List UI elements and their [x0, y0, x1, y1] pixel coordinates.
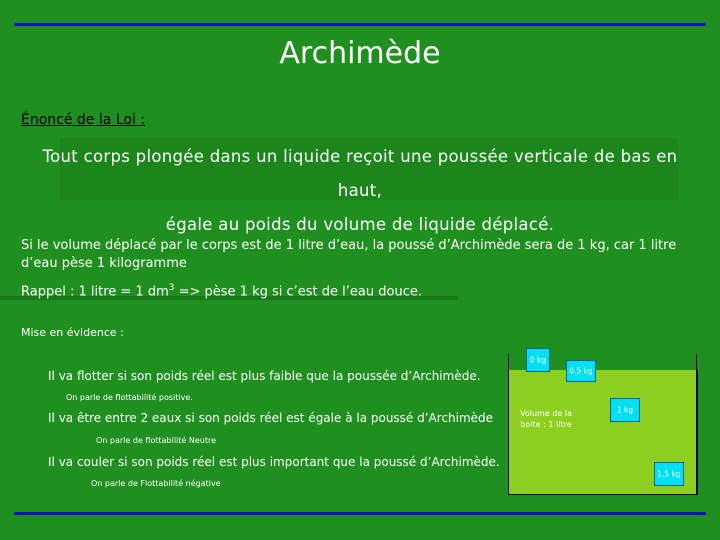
law-statement: [20, 140, 700, 242]
bottom-rule: [14, 512, 706, 515]
box-1-5kg: [654, 462, 684, 486]
case-float-note: On parle de flottabilité positive.: [66, 393, 193, 402]
case-sink-text: Il va couler si son poids réel est plus important que la poussé d’Archimède.: [48, 455, 500, 469]
case-sink-note: On parle de Flottabilité négative: [91, 479, 221, 488]
box-0kg-label: 0 kg: [529, 355, 547, 365]
page-title: Archimède: [279, 36, 441, 71]
explanation-text: Si le volume déplacé par le corps est de 1 litre d’eau, la poussé d’Archimède sera de 1 kg, car 1 litre d’eau pèse 1 kilogramme: [21, 238, 677, 271]
reminder-prefix: Rappel : 1 litre = 1 dm: [21, 284, 169, 300]
box-0kg: [526, 348, 550, 372]
statement-heading: Énoncé de la Loi :: [21, 112, 145, 128]
box-1kg: [610, 398, 640, 422]
law-line-1: Tout corps plongée dans un liquide reçoit une poussée verticale de bas en haut,: [42, 147, 678, 200]
demo-heading: Mise en évidence :: [21, 326, 124, 339]
reminder-superscript: 3: [168, 283, 175, 293]
law-line-2: égale au poids du volume de liquide déplacé.: [165, 215, 555, 234]
reminder-text: [21, 279, 621, 301]
tank-right-wall: [696, 354, 697, 495]
box-0-5kg: [566, 360, 596, 382]
tank-left-wall: [508, 354, 509, 495]
tank-volume-label: Volume de la boite : 1 litre: [520, 409, 572, 429]
case-neutral-note: On parle de flottabilité Neutre: [96, 436, 217, 445]
box-1-5kg-label: 1.5 kg: [657, 469, 681, 479]
reminder-suffix: => pèse 1 kg si c’est de l’eau douce.: [174, 284, 422, 300]
box-0-5kg-label: 0.5 kg: [569, 366, 593, 376]
case-float-text: Il va flotter si son poids réel est plus faible que la poussée d’Archimède.: [48, 369, 481, 383]
top-rule: [14, 23, 706, 26]
box-1kg-label: 1 kg: [616, 405, 634, 415]
tank-bottom: [508, 494, 697, 495]
case-neutral-text: Il va être entre 2 eaux si son poids réel est égale à la poussé d’Archimède: [48, 411, 494, 425]
